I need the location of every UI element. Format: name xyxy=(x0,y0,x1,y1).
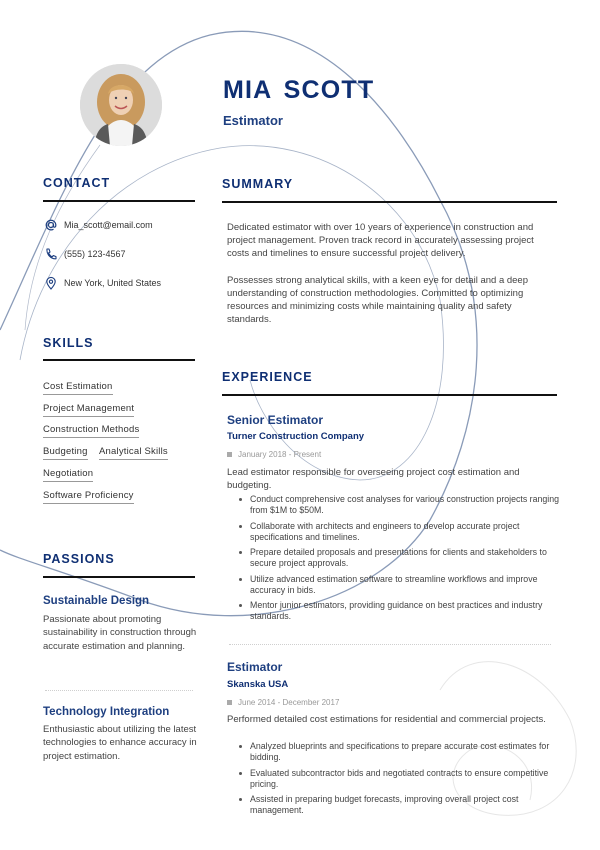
decor-curve-left xyxy=(25,145,100,330)
job-title: Senior Estimator xyxy=(227,413,324,427)
contact-heading: CONTACT xyxy=(43,176,111,190)
skill-tag: Project Management xyxy=(43,403,134,417)
job-bullet: Collaborate with architects and engineers to develop accurate project specifications and timelines. xyxy=(250,521,560,543)
experience-rule xyxy=(222,394,557,396)
skill-tag: Negotiation xyxy=(43,468,93,482)
skill-tag: Construction Methods xyxy=(43,424,139,438)
summary-paragraph: Possesses strong analytical skills, with a keen eye for detail and a deep understanding of construction methodologies. Committed to optimizing resources and minimizing costs while maintaining quality and safety standards. xyxy=(227,275,528,325)
job-bullet: Prepare detailed proposals and presentations for clients and stakeholders to secure project approvals. xyxy=(250,547,560,569)
job-bullet: Conduct comprehensive cost analyses for various construction projects ranging from $1M to $50M. xyxy=(250,494,560,515)
summary-paragraph: Dedicated estimator with over 10 years of experience in construction and project management. Proven track record in accurately assessing project costs and timelines to ensure successful project delivery. xyxy=(227,222,534,259)
job-title: Estimator xyxy=(227,660,283,674)
contact-location-text: New York, United States xyxy=(64,278,162,288)
job-bullets xyxy=(250,494,560,627)
passion-title: Technology Integration xyxy=(43,706,170,718)
passions-heading: PASSIONS xyxy=(43,552,115,566)
job-company: Skanska USA xyxy=(227,679,289,690)
skill-tag: Software Proficiency xyxy=(43,490,134,504)
contact-email-text: Mia_scott@email.com xyxy=(64,220,153,230)
job-dates xyxy=(227,450,321,459)
candidate-title: Estimator xyxy=(223,113,283,128)
job-bullets xyxy=(250,741,560,821)
job-dates-text: January 2018 - Present xyxy=(238,450,322,459)
passions-rule xyxy=(43,576,195,578)
job-description: Lead estimator responsible for overseeing project cost estimation and budgeting. xyxy=(227,467,520,491)
passion-divider xyxy=(45,690,193,691)
contact-rule xyxy=(43,200,195,202)
passion-title: Sustainable Design xyxy=(43,595,150,607)
summary-rule xyxy=(222,201,557,203)
contact-phone-text: (555) 123-4567 xyxy=(64,249,126,259)
contact-location xyxy=(44,276,161,290)
summary-heading: SUMMARY xyxy=(222,177,294,191)
job-bullet: Evaluated subcontractor bids and negotiated contracts to ensure competitive pricing. xyxy=(250,768,560,790)
contact-phone[interactable] xyxy=(44,247,126,261)
skill-tag: Budgeting xyxy=(43,446,88,460)
location-pin-icon xyxy=(44,276,58,290)
experience-heading: EXPERIENCE xyxy=(222,370,313,384)
calendar-square-icon xyxy=(227,452,232,457)
skills-heading: SKILLS xyxy=(43,336,94,350)
job-description: Performed detailed cost estimations for residential and commercial projects. xyxy=(227,714,546,725)
at-sign-icon xyxy=(44,218,58,232)
profile-photo-illustration xyxy=(80,64,162,146)
profile-photo xyxy=(80,64,162,146)
contact-email[interactable] xyxy=(44,218,153,232)
job-bullet: Analyzed blueprints and specifications to prepare accurate cost estimates for bidding. xyxy=(250,741,560,763)
skill-tag: Analytical Skills xyxy=(99,446,168,460)
candidate-name: MIA SCOTT xyxy=(223,76,375,104)
passion-description: Enthusiastic about utilizing the latest technologies to enhance accuracy in project estimation. xyxy=(43,724,197,762)
job-company: Turner Construction Company xyxy=(227,431,365,442)
skill-tag: Cost Estimation xyxy=(43,381,113,395)
job-dates-text: June 2014 - December 2017 xyxy=(238,698,340,707)
job-dates xyxy=(227,698,339,707)
job-bullet: Assisted in preparing budget forecasts, improving overall project cost management. xyxy=(250,794,560,816)
job-bullet: Utilize advanced estimation software to streamline workflows and improve accuracy in bids. xyxy=(250,574,560,596)
skills-rule xyxy=(43,359,195,361)
job-bullet: Mentor junior estimators, providing guidance on best practices and industry standards. xyxy=(250,600,560,622)
passion-description: Passionate about promoting sustainability in construction through accurate estimation and planning. xyxy=(43,614,197,652)
calendar-square-icon xyxy=(227,700,232,705)
experience-divider xyxy=(229,644,551,645)
phone-icon xyxy=(44,247,58,261)
